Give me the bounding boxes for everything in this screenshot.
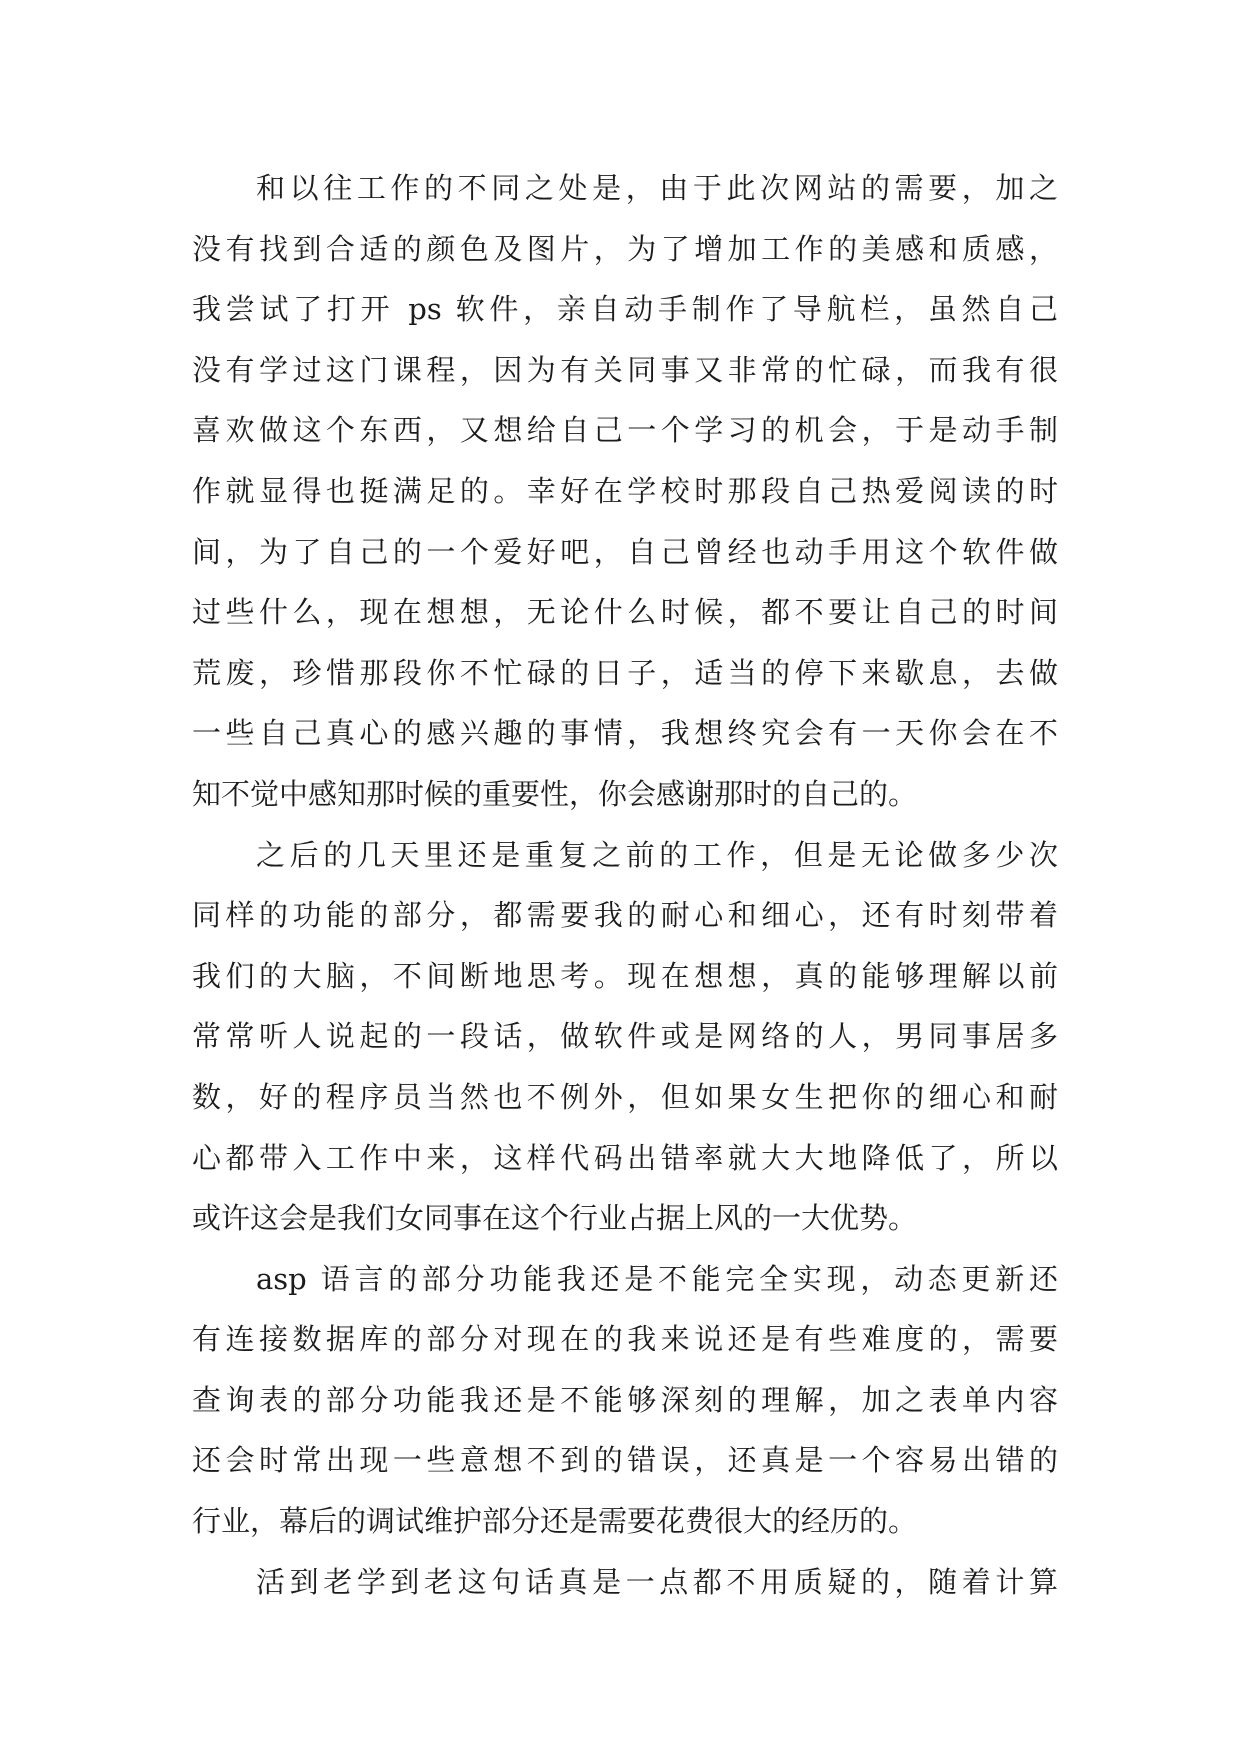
paragraph-1-line-4: 没有学过这门课程，因为有关同事又非常的忙碌，而我有很 (192, 352, 1058, 387)
paragraph-1-line-6: 作就显得也挺满足的。幸好在学校时那段自己热爱阅读的时 (192, 473, 1058, 508)
paragraph-1-line-7: 间，为了自己的一个爱好吧，自己曾经也动手用这个软件做 (192, 534, 1058, 569)
paragraph-2-line-4: 常常听人说起的一段话，做软件或是网络的人，男同事居多 (192, 1019, 1058, 1054)
paragraph-1-line-10: 一些自己真心的感兴趣的事情，我想终究会有一天你会在不 (192, 716, 1058, 751)
paragraph-1-line-1: 和以往工作的不同之处是，由于此次网站的需要，加之 (256, 171, 1058, 205)
paragraph-1-line-11: 知不觉中感知那时候的重要性，你会感谢那时的自己的。 (192, 776, 918, 811)
paragraph-1-line-3: 我尝试了打开 ps 软件，亲自动手制作了导航栏，虽然自己 (192, 292, 1058, 327)
paragraph-3-line-4: 还会时常出现一些意想不到的错误，还真是一个容易出错的 (192, 1443, 1058, 1478)
paragraph-1-line-5: 喜欢做这个东西，又想给自己一个学习的机会，于是动手制 (192, 413, 1058, 448)
paragraph-1-line-8: 过些什么，现在想想，无论什么时候，都不要让自己的时间 (192, 595, 1058, 630)
paragraph-1-line-9: 荒废，珍惜那段你不忙碌的日子，适当的停下来歇息，去做 (192, 655, 1058, 690)
paragraph-3-line-3: 查询表的部分功能我还是不能够深刻的理解，加之表单内容 (192, 1382, 1058, 1417)
paragraph-2-line-6: 心都带入工作中来，这样代码出错率就大大地降低了，所以 (192, 1140, 1058, 1175)
paragraph-1-line-2: 没有找到合适的颜色及图片，为了增加工作的美感和质感， (192, 231, 1058, 266)
paragraph-3-line-2: 有连接数据库的部分对现在的我来说还是有些难度的，需要 (192, 1322, 1058, 1357)
paragraph-2-line-2: 同样的功能的部分，都需要我的耐心和细心，还有时刻带着 (192, 898, 1058, 933)
paragraph-2-line-1: 之后的几天里还是重复之前的工作，但是无论做多少次 (256, 837, 1058, 872)
paragraph-2-line-5: 数，好的程序员当然也不例外，但如果女生把你的细心和耐 (192, 1079, 1058, 1114)
paragraph-2-line-3: 我们的大脑，不间断地思考。现在想想，真的能够理解以前 (192, 958, 1058, 993)
paragraph-3-line-5: 行业，幕后的调试维护部分还是需要花费很大的经历的。 (192, 1504, 918, 1539)
paragraph-4-line-1: 活到老学到老这句话真是一点都不用质疑的，随着计算 (256, 1564, 1058, 1599)
paragraph-3-line-1: asp 语言的部分功能我还是不能完全实现，动态更新还 (256, 1261, 1058, 1296)
paragraph-2-line-7: 或许这会是我们女同事在这个行业占据上风的一大优势。 (192, 1201, 918, 1236)
document-body (192, 158, 1058, 1612)
